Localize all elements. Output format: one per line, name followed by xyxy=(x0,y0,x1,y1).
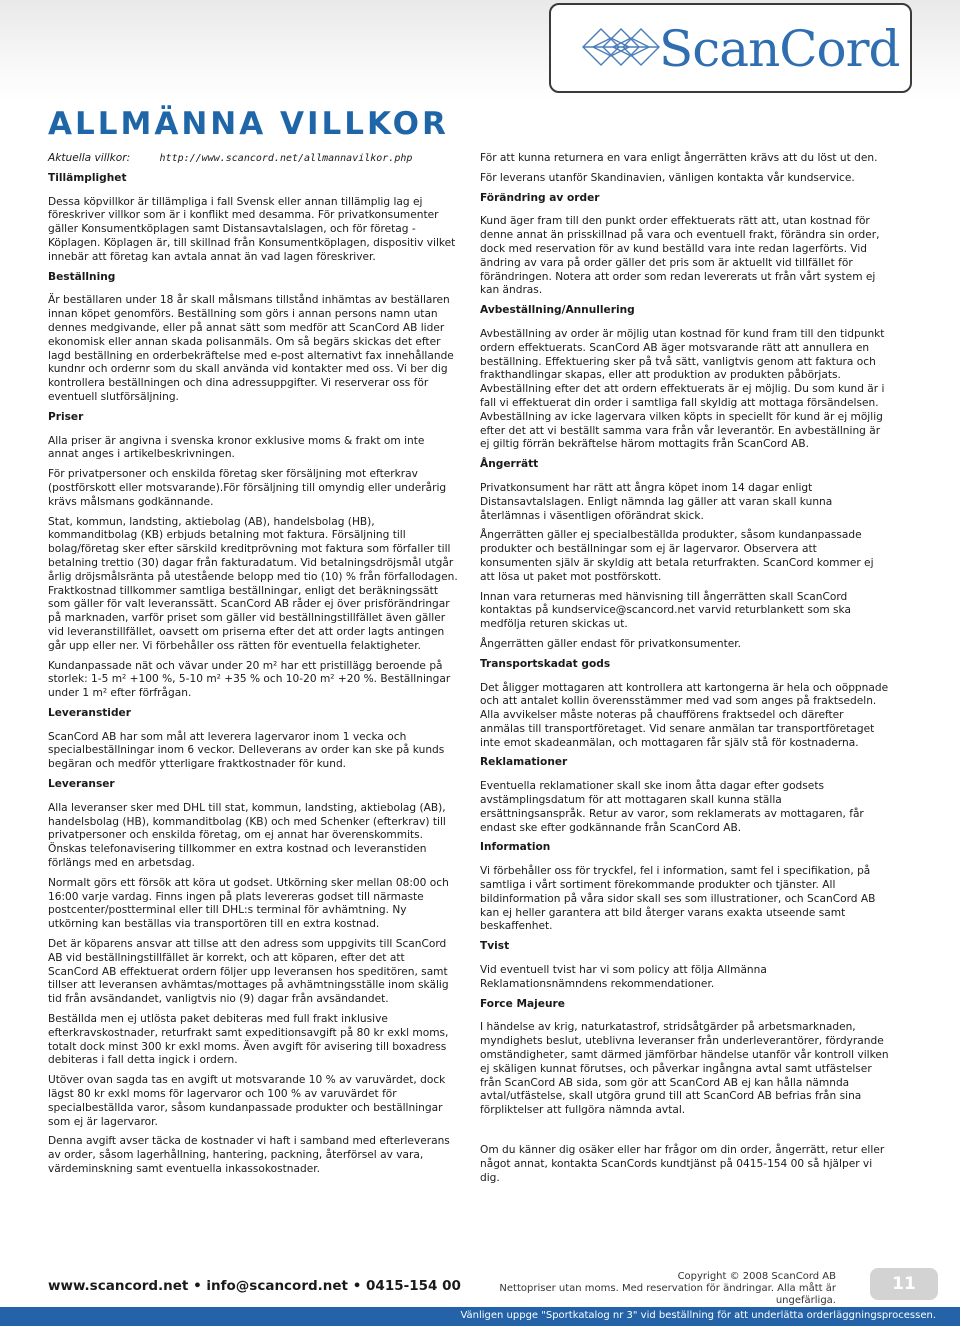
page-number: 11 xyxy=(870,1268,938,1300)
spacer xyxy=(480,1124,890,1144)
current-terms-url[interactable]: http://www.scancord.net/allmannavilkor.php xyxy=(159,153,413,164)
page-title: ALLMÄNNA VILLKOR xyxy=(48,106,449,142)
footer-note: Nettopriser utan moms. Med reservation för ändringar. Alla mått är ungefärliga. xyxy=(499,1283,836,1306)
bottom-bar xyxy=(0,1307,960,1326)
heading-leveranser: Leveranser xyxy=(48,778,115,791)
logo-text: ScanCord xyxy=(659,20,900,78)
paragraph: Eventuella reklamationer skall ske inom åtta dagar efter godsets avstämplingsdatum för att mottagaren skall kunna ställa ersättningsanspråk. Retur av varor, som reklamerats av mottagaren, får endast ske efter godkännande från ScanCord AB. xyxy=(480,780,864,834)
paragraph: Är beställaren under 18 år skall målsmans tillstånd inhämtas av beställaren innan köpet genomförs. Beställning som görs i annan persons namn utan dennes medgivande, eller på annat sätt som medför att ScanCord AB lider ekonomisk eller annan skada polisanmäls. Om så begärs skickas det efter lagd beställning en orderbekräftelse med e-post alternativt fax innehållande kundnr och ordernr som du skall använda vid kontakter med oss. Vi ber dig kontrollera beställningen och dina adressuppgifter. Vi reserverar oss för eventuell slutförsäljning. xyxy=(48,294,454,403)
footer-contact: www.scancord.net • info@scancord.net • 0415-154 00 xyxy=(48,1278,461,1294)
paragraph: Utöver ovan sagda tas en avgift ut motsvarande 10 % av varuvärdet, dock lägst 80 kr exkl moms för lagervaror och 100 % av varuvärdet för specialbeställda varor, såsom kundanpassade produkter och beställningar som ej är lagervaror. xyxy=(48,1074,446,1128)
heading-angerratt: Ångerrätt xyxy=(480,458,539,471)
paragraph: Alla leveranser sker med DHL till stat, kommun, landsting, aktiebolag (AB), handelsbolag (HB), kommanditbolag (KB) och med Schenker (efterkrav) till privatpersoner och enskilda företag, om ej annat har överenskommits. Önskas telefonavisering tillkommer en extra kostnad och leveranstiden förlängs med en arbetsdag. xyxy=(48,801,446,870)
paragraph: För att kunna returnera en vara enligt ångerrätten krävs att du löst ut den. xyxy=(480,152,878,164)
scancord-logo xyxy=(549,3,912,93)
paragraph: I händelse av krig, naturkatastrof, stridsåtgärder på arbetsmarknaden, myndighets beslut, uteblivna leveranser från underleverantörer, fördyrande omständigheter, samt därmed jämförbar händelse utanför vår kontroll vilken ej skäligen kunnat förutses, och påverkar ingångna avtal samt utfästelser från ScanCord AB sida, som gör att ScanCord AB ej kan hålla nämnda avtal/utfästelse, skall utgöra grund till att ScanCord AB befrias från sina förpliktelser att fullgöra nämnda avtal. xyxy=(480,1021,889,1117)
heading-transportskadat: Transportskadat gods xyxy=(480,657,611,670)
heading-bestallning: Beställning xyxy=(48,270,116,283)
right-column xyxy=(480,152,890,1191)
paragraph: Privatkonsument har rätt att ångra köpet inom 14 dagar enligt Distansavtalslagen. Enligt nämnda lag gäller att varan skall kunna återlämnas i väsentligen oförändrat skick. xyxy=(480,481,833,522)
paragraph: Stat, kommun, landsting, aktiebolag (AB), handelsbolag (HB), kommanditbolag (KB) erbjuds betalning mot faktura. Försäljning till bolag/företag sker efter särskild kreditprövning mot faktura som förfaller till betalning trettio (30) dagar från fakturadatum. Vid betalningsdröjsmål utgår årlig dröjsmålsränta på utestående belopp med tio (10) % från förfallodagen. Fraktkostnad tillkommer samtliga beställningar, enligt det beräkningssätt som gäller för valt leveranssätt. ScanCord AB råder ej över prisförändringar på marknaden, varför priset som gäller vid beställningstillfället även gäller vid leveranstillfället, oavsett om priserna efter det att order lagts antingen går upp eller ner. Vi förbehåller oss rätten för eventuella felaktigheter. xyxy=(48,515,458,652)
paragraph: Ångerrätten gäller ej specialbeställda produkter, såsom kundanpassade produkter och beställningar som ej är lagervaror. Observera att konsumenten själv är skyldig att betala returfrakten. ScanCord kommer ej att lösa ut paket mot postförskott. xyxy=(480,529,874,583)
paragraph: Vi förbehåller oss för tryckfel, fel i information, samt fel i specifikation, på samtliga i vårt sortiment förekommande produkter och tjänster. All bildinformation på våra sidor skall ses som illustrationer, och ScanCord AB kan ej heller garantera att bild återger varans exakta utseende samt beskaffenhet. xyxy=(480,865,876,933)
paragraph: Innan vara returneras med hänvisning till ångerrätten skall ScanCord kontaktas på kundservice@scancord.net varvid returblankett som ska medfölja returen skickas ut. xyxy=(480,590,851,631)
paragraph: Dessa köpvillkor är tillämpliga i fall Svensk eller annan tillämplig lag ej föreskriver villkor som är i konflikt med desamma. För privatkonsumenter gäller Konsumentköplagen samt Distansavtalslagen, och för företag - Köplagen. Köplagen är, till skillnad från Konsumentköplagen, dispositiv vilket innebär att företag kan avtala annat än vad lagen föreskriver. xyxy=(48,195,456,263)
paragraph: Det åligger mottagaren att kontrollera att kartongerna är hela och oöppnade och att antalet kollin överensstämmer med vad som anges på fraktsedeln. Alla avvikelser måste noteras på chaufförens fraktsedel och därefter anmälas till transportföretaget. Vid senare anmälan tar transportföretaget inte emot skadeanmälan, och mottagaren får själv stå för kostnaderna. xyxy=(480,681,889,749)
paragraph: Alla priser är angivna i svenska kronor exklusive moms & frakt om inte annat anges i artikelbeskrivningen. xyxy=(48,434,425,461)
closing-paragraph: Om du känner dig osäker eller har frågor om din order, ångerrätt, retur eller något annat, kontakta ScanCords kundtjänst på 0415-154 00 så hjälper vi dig. xyxy=(480,1144,885,1184)
heading-force-majeure: Force Majeure xyxy=(480,997,565,1010)
heading-avbestallning: Avbeställning/Annullering xyxy=(480,304,635,317)
paragraph: Beställda men ej utlösta paket debiteras med full frakt inklusive efterkravskostnader, returfrakt samt expeditionsavgift på 80 kr exkl moms, totalt dock minst 300 kr exkl moms. Även avgift för avisering till boxadress debiteras i fall detta ingick i ordern. xyxy=(48,1013,449,1067)
paragraph: Avbeställning av order är möjlig utan kostnad för kund fram till den tidpunkt ordern effektuerats. ScanCord AB äger motsvarande rätt att annullera en beställning. Effektuering sker på två sätt, vanligtvis genom att faktura och frakthandlingar skapas, eller att produktion av produkten påbörjats. Avbeställning efter det att ordern effektuerats är ej möjlig. Du som kund är i fall vi effektuerat din order i samtliga fall skyldig att mottaga försändelsen. Avbeställning av icke lagervara vilken köpts in speciellt för kund är ej möjlig efter det att vi beställt samma vara från vår leverantör. En avbeställning är ej giltig förrän bekräftelse härom mottagits från ScanCord AB. xyxy=(480,327,885,451)
heading-forandring: Förändring av order xyxy=(480,191,600,204)
paragraph: Denna avgift avser täcka de kostnader vi haft i samband med efterleverans av order, såsom lagerhållning, hantering, packning, återförsel av vara, värdeminskning samt eventuella inkassokostnader. xyxy=(48,1135,450,1175)
heading-tillamplighet: Tillämplighet xyxy=(48,171,127,184)
paragraph: Kundanpassade nät och vävar under 20 m² har ett pristillägg beroende på storlek: 1-5 m² +100 %, 5-10 m² +35 % och 10-20 m² +20 %. Beställningar under 1 m² efter förfrågan. xyxy=(48,659,451,700)
paragraph: Kund äger fram till den punkt order effektuerats rätt att, utan kostnad för denne annat än prisskillnad på vara och eventuell frakt, förändra sin order, dock med reservation för av kund beställd vara inte redan lagerförts. Vid ändring av vara på order gäller det pris som är aktuellt vid tillfället för förändringen. Notera att order som redan levererats ut från vårt system ej kan ändras. xyxy=(480,215,880,297)
current-terms-label: Aktuella villkor: xyxy=(48,152,131,164)
copyright: Copyright © 2008 ScanCord AB xyxy=(677,1271,836,1282)
heading-priser: Priser xyxy=(48,410,84,423)
footer-notes xyxy=(470,1271,836,1307)
paragraph: För leverans utanför Skandinavien, vänligen kontakta vår kundservice. xyxy=(480,171,855,184)
net-pattern-icon xyxy=(581,17,663,77)
heading-information: Information xyxy=(480,841,551,854)
paragraph: Vid eventuell tvist har vi som policy att följa Allmänna Reklamationsnämndens rekommendationer. xyxy=(480,964,767,990)
heading-reklamationer: Reklamationer xyxy=(480,756,568,769)
paragraph: För privatpersoner och enskilda företag sker försäljning mot efterkrav (postförskott eller motsvarande).För försäljning till omyndig eller underårig krävs målsmans godkännande. xyxy=(48,468,447,508)
current-terms xyxy=(48,152,458,166)
paragraph: Normalt görs ett försök att köra ut godset. Utkörning sker mellan 08:00 och 16:00 varje vardag. Finns ingen på plats levereras godset till närmaste postcenter/postterminal eller till DHL:s terminal för avhämtning. Ny utkörning kan beställas via transportören till en extra kostnad. xyxy=(48,876,449,931)
paragraph: Det är köparens ansvar att tillse att den adress som uppgivits till ScanCord AB vid beställningstillfället är korrekt, och att köparen, efter det att ScanCord AB effektuerat ordern följer upp leveransen hos speditören, samt tillser att leveransen avhämtas/mottages på avhämtningsställe inom skälig tid från avsändandet, vanligtvis nio (9) dagar från avsändandet. xyxy=(48,938,449,1006)
paragraph: Ångerrätten gäller endast för privatkonsumenter. xyxy=(480,637,741,650)
bottom-bar-text: Vänligen uppge "Sportkatalog nr 3" vid beställning för att underlätta orderläggningsprocessen. xyxy=(460,1310,936,1321)
heading-tvist: Tvist xyxy=(480,940,510,953)
paragraph: ScanCord AB har som mål att leverera lagervaror inom 1 vecka och specialbeställningar inom 6 veckor. Delleverans av order kan ske på kunds begäran och medför ytterligare fraktkostnader för kund. xyxy=(48,730,445,771)
heading-leveranstider: Leveranstider xyxy=(48,706,131,719)
left-column xyxy=(48,152,458,1183)
